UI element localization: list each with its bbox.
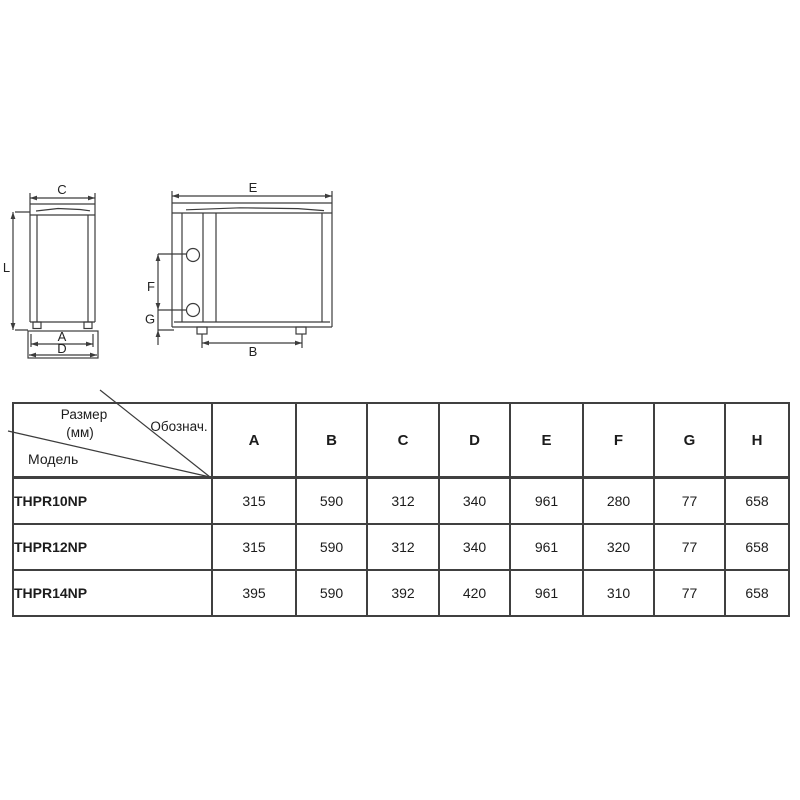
value-cell: 961 [510, 478, 583, 525]
corner-model-label: Модель [28, 451, 79, 467]
value-cell: 658 [725, 478, 789, 525]
upper-pipe-connection [187, 249, 200, 262]
front-view-drawing [145, 180, 332, 359]
column-header-h: H [725, 403, 789, 478]
column-header-f: F [583, 403, 654, 478]
value-cell: 312 [367, 524, 439, 570]
model-name: THPR12NP [13, 524, 212, 570]
corner-designation-label: Обознач. [150, 419, 208, 434]
column-header-b: B [296, 403, 367, 478]
value-cell: 77 [654, 570, 725, 616]
table-row-thpr12np [13, 524, 789, 570]
value-cell: 77 [654, 478, 725, 525]
model-name: THPR10NP [13, 478, 212, 525]
lower-pipe-connection [187, 304, 200, 317]
value-cell: 320 [583, 524, 654, 570]
value-cell: 312 [367, 478, 439, 525]
dim-label-f: F [147, 279, 155, 294]
column-header-a: A [212, 403, 296, 478]
corner-size-label: Размер [60, 407, 108, 422]
dim-label-g: G [144, 311, 156, 327]
value-cell: 315 [212, 478, 296, 525]
dim-label-a: A [57, 329, 67, 344]
value-cell: 961 [510, 570, 583, 616]
value-cell: 420 [439, 570, 510, 616]
dim-label-b: B [248, 344, 258, 359]
value-cell: 395 [212, 570, 296, 616]
model-name: THPR14NP [13, 570, 212, 616]
value-cell: 77 [654, 524, 725, 570]
column-header-e: E [510, 403, 583, 478]
dim-label-d: D [57, 341, 67, 356]
value-cell: 392 [367, 570, 439, 616]
value-cell: 280 [583, 478, 654, 525]
value-cell: 590 [296, 570, 367, 616]
table-header-row [13, 403, 789, 478]
corner-header-cell [13, 403, 212, 478]
dimensions-table [12, 402, 790, 617]
dim-label-l: L [2, 260, 11, 275]
value-cell: 658 [725, 524, 789, 570]
value-cell: 658 [725, 570, 789, 616]
side-view-drawing [3, 182, 98, 358]
dim-label-e: E [248, 180, 258, 195]
value-cell: 310 [583, 570, 654, 616]
value-cell: 961 [510, 524, 583, 570]
value-cell: 315 [212, 524, 296, 570]
corner-unit-label: (мм) [66, 425, 94, 440]
column-header-g: G [654, 403, 725, 478]
value-cell: 590 [296, 478, 367, 525]
value-cell: 340 [439, 524, 510, 570]
value-cell: 590 [296, 524, 367, 570]
column-header-d: D [439, 403, 510, 478]
column-header-c: C [367, 403, 439, 478]
table-row-thpr14np [13, 570, 789, 616]
table-row-thpr10np [13, 478, 789, 525]
value-cell: 340 [439, 478, 510, 525]
dim-label-c: C [57, 182, 67, 197]
